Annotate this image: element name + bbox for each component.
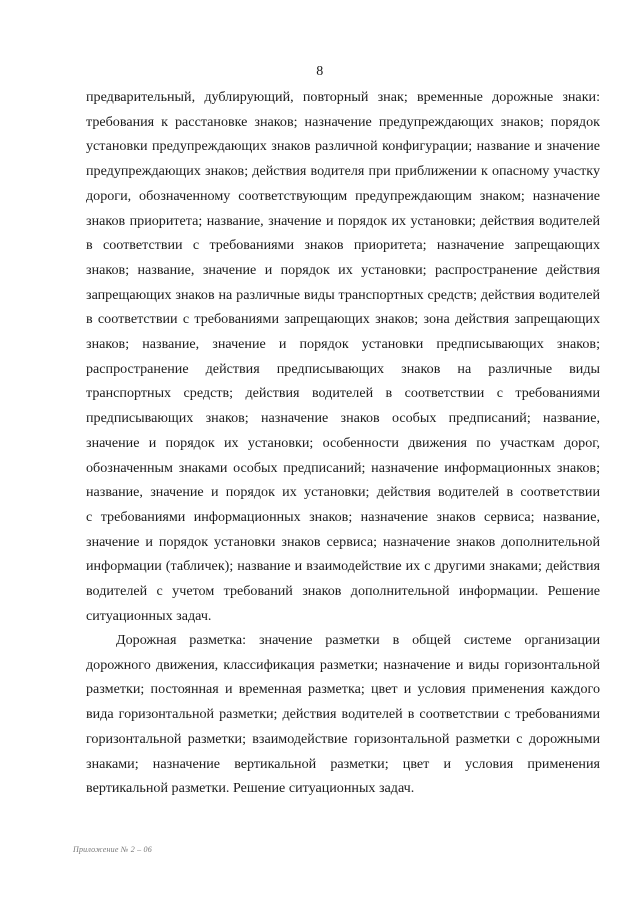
paragraph-road-marking	[86, 628, 600, 801]
paragraph-line: знаками; назначение вертикальной разметки; цвет и условия применения	[86, 755, 600, 772]
paragraph-line: водителей с учетом требований знаков дополнительной информации. Решение	[86, 583, 600, 600]
paragraph-line: с требованиями информационных знаков; назначение знаков сервиса; название,	[86, 508, 600, 525]
paragraph-line: предупреждающих знаков; действия водителя при приближении к опасному участку	[86, 163, 600, 180]
paragraph-line: Дорожная разметка: значение разметки в общей системе организации	[116, 632, 600, 648]
paragraph-line: запрещающих знаков на различные виды транспортных средств; действия водителей	[86, 286, 600, 303]
paragraph-line: значение и порядок установки знаков сервиса; назначение знаков дополнительной	[86, 533, 600, 550]
paragraph-road-signs	[86, 85, 600, 628]
paragraph-line: распространение действия предписывающих знаков на различные виды	[86, 360, 600, 377]
page-number: 8	[316, 64, 324, 79]
paragraph-line: дорожного движения, классификация разметки; назначение и виды горизонтальной	[86, 656, 600, 673]
paragraph-line: обозначенным знаками особых предписаний; назначение информационных знаков;	[86, 459, 600, 476]
paragraph-line: требования к расстановке знаков; назначение предупреждающих знаков; порядок	[86, 113, 600, 130]
paragraph-line: установки предупреждающих знаков различной конфигурации; название и значение	[86, 138, 600, 155]
paragraph-line: предварительный, дублирующий, повторный знак; временные дорожные знаки:	[86, 89, 600, 105]
paragraph-line: информации (табличек); название и взаимодействие их с другими знаками; действия	[86, 558, 600, 575]
paragraph-line: вида горизонтальной разметки; действия водителей в соответствии с требованиями	[86, 706, 600, 723]
paragraph-line: название, значение и порядок их установки; действия водителей в соответствии	[86, 484, 600, 501]
paragraph-line: горизонтальной разметки; взаимодействие горизонтальной разметки с дорожными	[86, 730, 600, 747]
paragraph-line: в соответствии с требованиями знаков приоритета; назначение запрещающих	[86, 237, 600, 254]
paragraph-line: дороги, обозначенному соответствующим предупреждающим знаком; назначение	[86, 187, 600, 204]
paragraph-line: транспортных средств; действия водителей в соответствии с требованиями	[86, 385, 600, 402]
paragraph-line: ситуационных задач.	[86, 607, 212, 624]
paragraph-line: вертикальной разметки. Решение ситуационных задач.	[86, 780, 415, 797]
paragraph-line: знаков; название, значение и порядок их установки; распространение действия	[86, 261, 600, 278]
paragraph-line: в соответствии с требованиями запрещающих знаков; зона действия запрещающих	[86, 311, 600, 328]
page-footer: Приложение № 2 – 06	[73, 845, 152, 854]
paragraph-line: предписывающих знаков; назначение знаков особых предписаний; название,	[86, 410, 600, 427]
paragraph-line: разметки; постоянная и временная разметка; цвет и условия применения каждого	[86, 681, 600, 698]
paragraph-line: знаков; название, значение и порядок установки предписывающих знаков;	[86, 336, 600, 353]
paragraph-line: знаков приоритета; название, значение и порядок их установки; действия водителей	[86, 212, 600, 229]
paragraph-line: значение и порядок их установки; особенности движения по участкам дорог,	[86, 434, 600, 451]
